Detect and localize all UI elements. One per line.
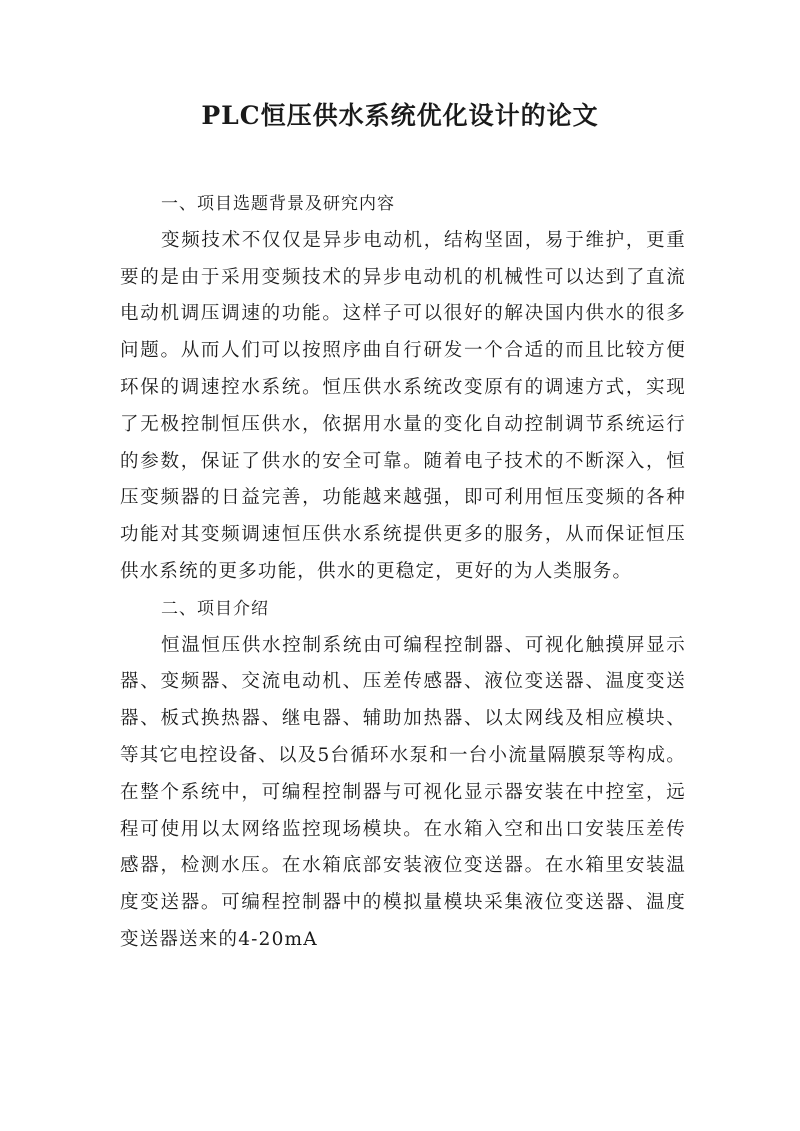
section-paragraph-introduction: 恒温恒压供水控制系统由可编程控制器、可视化触摸屏显示器、变频器、交流电动机、压差传感器、液位变送器、温度变送器、板式换热器、继电器、辅助加热器、以太网线及相应模块、等其它电控设备、以及5台循环水泵和一台小流量隔膜泵等构成。在整个系统中，可编程控制器与可视化显示器安装在中控室，远程可使用以太网络监控现场模块。在水箱入空和出口安装压差传感器，检测水压。在水箱底部安装液位变送器。在水箱里安装温度变送器。可编程控制器中的模拟量模块采集液位变送器、温度变送器送来的4-20mA bbox=[120, 634, 686, 950]
section-paragraph-background: 变频技术不仅仅是异步电动机，结构坚固，易于维护，更重要的是由于采用变频技术的异步电动机的机械性可以达到了直流电动机调压调速的功能。这样子可以很好的解决国内供水的很多问题。从而人们可以按照序曲自行研发一个合适的而且比较方便环保的调速控水系统。恒压供水系统改变原有的调速方式，实现了无极控制恒压供水，依据用水量的变化自动控制调节系统运行的参数，保证了供水的安全可靠。随着电子技术的不断深入，恒压变频器的日益完善，功能越来越强，即可利用恒压变频的各种功能对其变频调速恒压供水系统提供更多的服务，从而保证恒压供水系统的更多功能，供水的更稳定，更好的为人类服务。 bbox=[120, 229, 686, 582]
section-heading-introduction: 二、项目介绍 bbox=[161, 598, 269, 619]
section-heading-background: 一、项目选题背景及研究内容 bbox=[161, 194, 395, 214]
document-body bbox=[120, 186, 686, 959]
document-title: PLC恒压供水系统优化设计的论文 bbox=[201, 101, 599, 130]
